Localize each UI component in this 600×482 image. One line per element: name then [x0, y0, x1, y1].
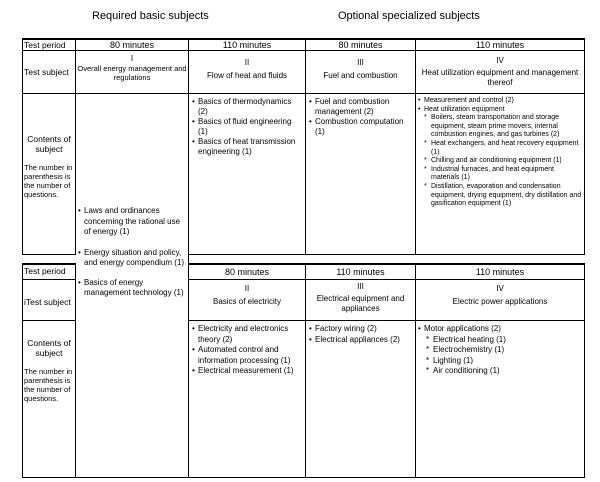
bottom-test-subject-label: iTest subject: [24, 297, 71, 307]
col3-content-item: • Fuel and combustion management (2): [309, 97, 413, 117]
bottom-col2-content-item: • Electrical measurement (1): [192, 366, 303, 377]
bottom-col3-content-item: • Electrical appliances (2): [309, 335, 413, 346]
col4-subcontent-item: * Industrial furnaces, and heat equipment materials (1): [424, 166, 583, 183]
col1-subject: [76, 54, 188, 82]
bottom-col4-numeral: IV: [496, 284, 504, 293]
bottom-test-period-label: Test period: [24, 266, 66, 276]
bottom-col4-period: 110 minutes: [475, 267, 525, 277]
bottom-col2-content-item: • Electricity and electronics theory (2): [192, 324, 303, 345]
test-subject-label: Test subject: [24, 67, 69, 77]
col1-subject-name: Overall energy management and regulations: [77, 64, 187, 82]
bottom-col2-contents: [192, 324, 303, 377]
optional-subjects-heading: Optional specialized subjects: [338, 10, 480, 22]
bottom-col3-subject-name: Electrical equipment and appliances: [316, 294, 405, 313]
col3-contents: [309, 97, 413, 137]
col4-contents: [418, 97, 583, 209]
bottom-questions-note: The number in parenthesis is the number of questions.: [24, 367, 73, 403]
contents-label: [23, 134, 75, 154]
col3-period: 80 minutes: [338, 40, 383, 50]
bottom-contents-label-line1: Contents of: [27, 338, 71, 348]
col4-subcontent-item: * Chilling and air conditioning equipment (1): [424, 157, 583, 166]
col4-subcontent-item: * Boilers, steam transportation and storage equipment, steam prime movers, internal combustion engines, and gas turbines (2): [424, 114, 583, 140]
bottom-col2-numeral: II: [244, 284, 250, 293]
col1-contents: [78, 206, 186, 299]
contents-label-line2: subject: [35, 144, 63, 154]
col1-content-item: • Laws and ordinances concerning the rational use of energy (1): [78, 206, 186, 238]
col4-subcontent-item: * Heat exchangers, and heat recovery equipment (1): [424, 140, 583, 157]
bottom-col2-period: 80 minutes: [224, 267, 270, 277]
bottom-col3-subject: [306, 282, 415, 314]
col4-numeral: IV: [496, 56, 504, 65]
bottom-col2-subject: [189, 284, 305, 307]
col2-subject-name: Flow of heat and fluids: [206, 71, 288, 80]
questions-note: The number in parenthesis is the number of questions.: [24, 163, 73, 199]
bottom-col4-subcontent-item: * Electrical heating (1): [426, 335, 582, 346]
col3-content-item: • Combustion computation (1): [309, 117, 413, 137]
bottom-col3-period: 110 minutes: [336, 267, 385, 277]
bottom-col3-content-item: • Factory wiring (2): [309, 324, 413, 335]
col2-subject: [189, 58, 305, 81]
bottom-col4-contents: [418, 324, 582, 377]
col3-subject: [306, 58, 415, 81]
bottom-col4-subcontent-item: * Electrochemistry (1): [426, 345, 582, 356]
bottom-col2-subject-name: Basics of electricity: [212, 297, 282, 306]
bottom-col4-subcontent-item: * Lighting (1): [426, 356, 582, 367]
col2-content-item: • Basics of fluid engineering (1): [192, 117, 303, 137]
col1-numeral: I: [130, 54, 134, 63]
col4-content-item: • Heat utilization equipment: [418, 106, 583, 115]
test-period-label: Test period: [24, 40, 66, 50]
col2-content-item: • Basics of thermodynamics (2): [192, 97, 303, 117]
bottom-col3-numeral: III: [357, 282, 364, 291]
col4-period: 110 minutes: [475, 40, 525, 50]
col2-period: 110 minutes: [222, 40, 272, 50]
bottom-col4-subject: [416, 284, 584, 307]
col4-subject-name: Heat utilization equipment and management thereof: [421, 68, 579, 87]
bottom-contents-label: [23, 338, 75, 358]
bottom-contents-label-line2: subject: [35, 348, 63, 358]
col4-subcontent-item: * Distillation, evaporation and condensation equipment, drying equipment, dry distillation and gasification equipment (1): [424, 183, 583, 209]
col2-numeral: II: [244, 58, 250, 67]
col1-content-item: • Basics of energy management technology (1): [78, 278, 186, 299]
bottom-col2-content-item: • Automated control and information processing (1): [192, 345, 303, 366]
col1-period: 80 minutes: [109, 40, 155, 50]
col3-numeral: III: [357, 58, 364, 67]
bottom-col4-subcontent-item: * Air conditioning (1): [426, 366, 582, 377]
contents-label-line1: Contents of: [27, 134, 71, 144]
bottom-col4-content-item: • Motor applications (2): [418, 324, 582, 335]
col2-content-item: • Basics of heat transmission engineering (1): [192, 137, 303, 157]
col4-content-item: • Measurement and control (2): [418, 97, 583, 106]
col1-content-item: • Energy situation and policy, and energy compendium (1): [78, 248, 186, 269]
col4-subject: [420, 56, 580, 88]
col3-subject-name: Fuel and combustion: [323, 71, 398, 80]
bottom-col4-subject-name: Electric power applications: [452, 297, 548, 306]
col2-contents: [192, 97, 303, 157]
bottom-col3-contents: [309, 324, 413, 345]
required-subjects-heading: Required basic subjects: [92, 10, 209, 22]
